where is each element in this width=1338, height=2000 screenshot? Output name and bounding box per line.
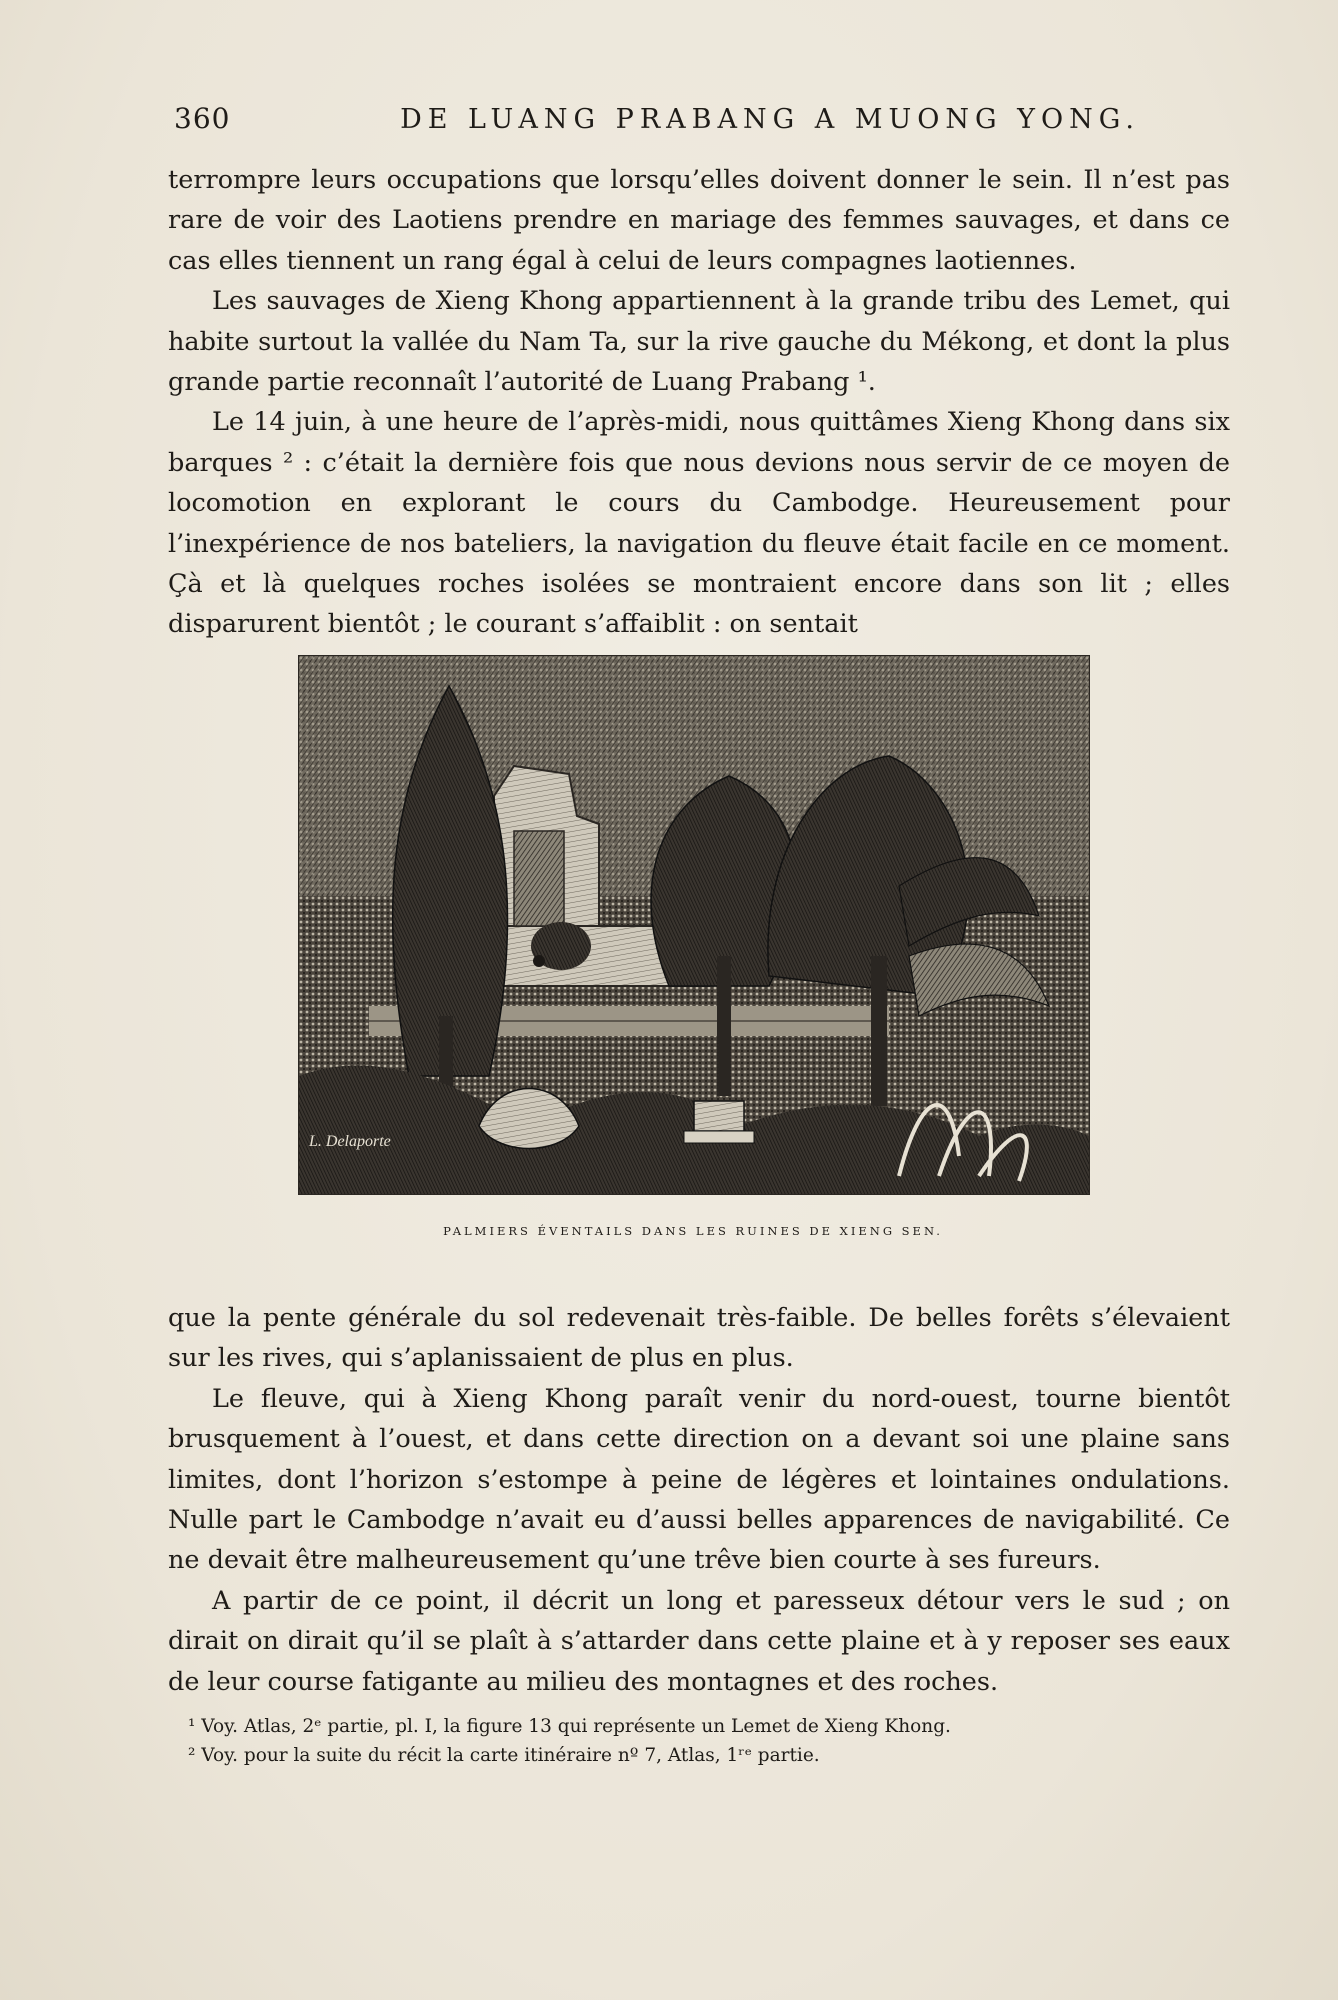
paragraph: terrompre leurs occupations que lorsqu’elles doivent donner le sein. Il n’est pas rare de voir des Laotiens prendre en mariage des femmes sauvages, et dans ce cas elles tiennent un rang égal à celui de leurs compagnes laotiennes. (168, 165, 1230, 276)
engraver-signature: L. Delaporte (309, 1133, 391, 1150)
paragraph: Les sauvages de Xieng Khong appartiennent à la grande tribu des Lemet, qui habite surtout la vallée du Nam Ta, sur la rive gauche du Mékong, et dont la plus grande partie reconnaît l’autorité de Luang Prabang ¹. (168, 286, 1230, 398)
text-block-bottom (168, 1298, 1230, 1702)
paragraph: A partir de ce point, il décrit un long et paresseux détour vers le sud ; on dirait on dirait qu’il se plaît à s’attarder dans cette plaine et à y reposer ses eaux de leur course fatigante au milieu des montagnes et des roches. (168, 1585, 1230, 1697)
paragraph: Le 14 juin, à une heure de l’après-midi, nous quittâmes Xieng Khong dans six barques ² : c’était la dernière fois que nous devions nous servir de ce moyen de locomotion en explorant le cours du Cambodge. Heureusement pour l’inexpérience de nos bateliers, la navigation du fleuve était facile en ce moment. Çà et là quelques roches isolées se montraient encore dans son lit ; elles disparurent bientôt ; le courant s’affaiblit : on sentait (168, 407, 1230, 640)
text-block-top (168, 160, 1230, 645)
paragraph: que la pente générale du sol redevenait très-faible. De belles forêts s’élevaient sur les rives, qui s’aplanissaient de plus en plus. (168, 1303, 1230, 1374)
paragraph: Le fleuve, qui à Xieng Khong paraît venir du nord-ouest, tourne bientôt brusquement à l’ouest, et dans cette direction on a devant soi une plaine sans limites, dont l’horizon s’estompe à peine de légères et lointaines ondulations. Nulle part le Cambodge n’avait eu d’aussi belles apparences de navigabilité. Ce ne devait être malheureusement qu’une trêve bien courte à ses fureurs. (168, 1383, 1230, 1576)
page-header (170, 100, 1230, 140)
footnotes (188, 1712, 1230, 1770)
illustration-caption: PALMIERS ÉVENTAILS DANS LES RUINES DE XIENG SEN. (443, 1224, 943, 1238)
footnote: ¹ Voy. Atlas, 2ᵉ partie, pl. I, la figure 13 qui représente un Lemet de Xieng Khong. (188, 1716, 951, 1737)
running-title: DE LUANG PRABANG A MUONG YONG. (400, 104, 1140, 135)
engraving-art (299, 656, 1089, 1194)
footnote: ² Voy. pour la suite du récit la carte itinéraire nº 7, Atlas, 1ʳᵉ partie. (188, 1745, 820, 1766)
engraving-illustration (298, 655, 1090, 1195)
page-number: 360 (174, 102, 231, 135)
